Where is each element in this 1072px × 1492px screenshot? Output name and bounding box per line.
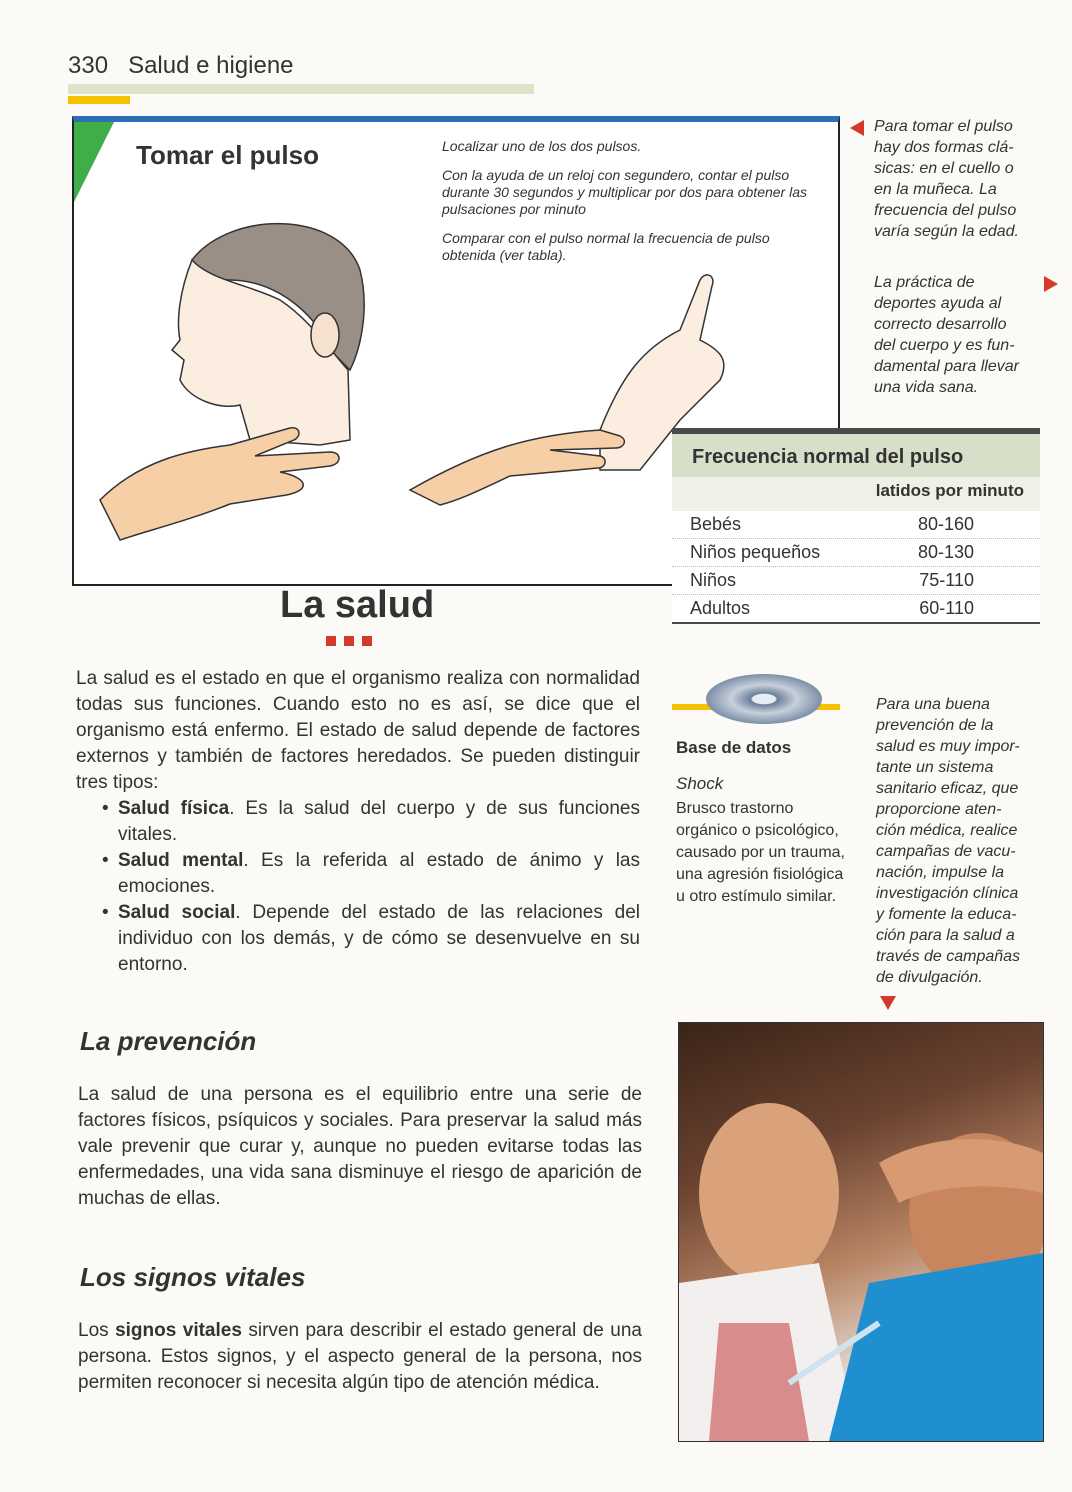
header-accent	[68, 96, 130, 104]
section-heading: La salud	[280, 584, 435, 626]
pulse-step: Localizar uno de los dos pulsos.	[442, 138, 642, 154]
vaccination-photo	[678, 1022, 1044, 1442]
hand-neck	[100, 428, 339, 540]
table-row: Bebés 80-160	[672, 511, 1040, 539]
salud-intro: La salud es el estado en que el organismo realiza con normalidad todas sus funciones. Cuando esto no es así, se dice que el organismo está enfermo. El estado de salud depende de factores externos y también de factores heredados. Se pueden distinguir tres tipos:	[76, 668, 640, 793]
page-number: 330	[68, 52, 109, 79]
prevention-heading: La prevención	[80, 1026, 257, 1056]
table-row: Adultos 60-110	[672, 595, 1040, 624]
header-rule	[68, 84, 534, 94]
heading-square	[326, 636, 336, 646]
note-pulse: Para tomar el pulso hay dos formas clá- sicas: en el cuello o en la muñeca. La frecuencia del pulso varía según la edad.	[874, 118, 1019, 240]
list-item: • Salud social. Depende del estado de las relaciones del individuo con los demás, y de cómo se desenvuelve en su entorno.	[76, 900, 640, 978]
heading-square	[362, 636, 372, 646]
prevention-text: La salud de una persona es el equilibrio entre una serie de factores físicos, psíquicos y sociales. Para preservar la salud más vale prevenir que curar y, aunque no pueden evitarse todas las enfermedades, una vida sana disminuye el riesgo de aparición de muchas de ellas.	[78, 1084, 642, 1209]
list-item: • Salud física. Es la salud del cuerpo y de sus funciones vitales.	[76, 796, 640, 848]
ear	[311, 313, 339, 357]
pulse-step: Comparar con el pulso normal la frecuencia de pulso obtenida (ver tabla).	[442, 230, 770, 263]
corner-accent	[74, 122, 114, 202]
photo-shapes	[679, 1023, 1043, 1441]
heading-square	[344, 636, 354, 646]
nurse-face	[699, 1103, 839, 1283]
arrow-down-icon	[880, 996, 896, 1010]
note-sports: La práctica de deportes ayuda al correcto desarrollo del cuerpo y es fun- damental para llevar una vida sana.	[874, 274, 1019, 396]
section-title: Salud e higiene	[128, 52, 294, 79]
cd-disc-icon	[706, 674, 822, 724]
arrow-left-icon	[850, 120, 864, 136]
child-shirt	[829, 1253, 1043, 1441]
vital-signs-heading: Los signos vitales	[80, 1262, 306, 1292]
note-prevention: Para una buena prevención de la salud es muy impor- tante un sistema sanitario eficaz, que proporcione aten- ción médica, realice campañas de vacu- nación, impulse la investigación clínica y fomente la educa- ción para la salud a través de campañas de divulgación.	[876, 696, 1021, 986]
pulse-table	[672, 428, 1040, 624]
list-item: • Salud mental. Es la referida al estado de ánimo y las emociones.	[76, 848, 640, 900]
table-row: Niños 75-110	[672, 567, 1040, 595]
pulse-title: Tomar el pulso	[136, 140, 319, 170]
database-term: Shock	[676, 774, 724, 793]
table-row: Niños pequeños 80-130	[672, 539, 1040, 567]
database-definition: Brusco trastorno orgánico o psicológico, causado por un trauma, una agresión fisiológica u otro estímulo similar.	[676, 800, 845, 905]
salud-body	[76, 666, 640, 978]
table-unit-header: latidos por minuto	[672, 477, 1040, 511]
hand-fingers	[410, 430, 624, 505]
vital-signs-text: Los signos vitales sirven para describir el estado general de una persona. Estos signos, y el aspecto general de la persona, nos permiten reconocer si necesita algún tipo de atención médica.	[78, 1320, 642, 1393]
page-header	[68, 52, 294, 80]
salud-types	[76, 796, 640, 978]
database-title: Base de datos	[676, 738, 792, 757]
table-title: Frecuencia normal del pulso	[672, 428, 1040, 477]
pulse-step: Con la ayuda de un reloj con segundero, contar el pulso durante 30 segundos y multiplicar por dos para obtener las pulsaciones por minuto	[442, 167, 807, 217]
